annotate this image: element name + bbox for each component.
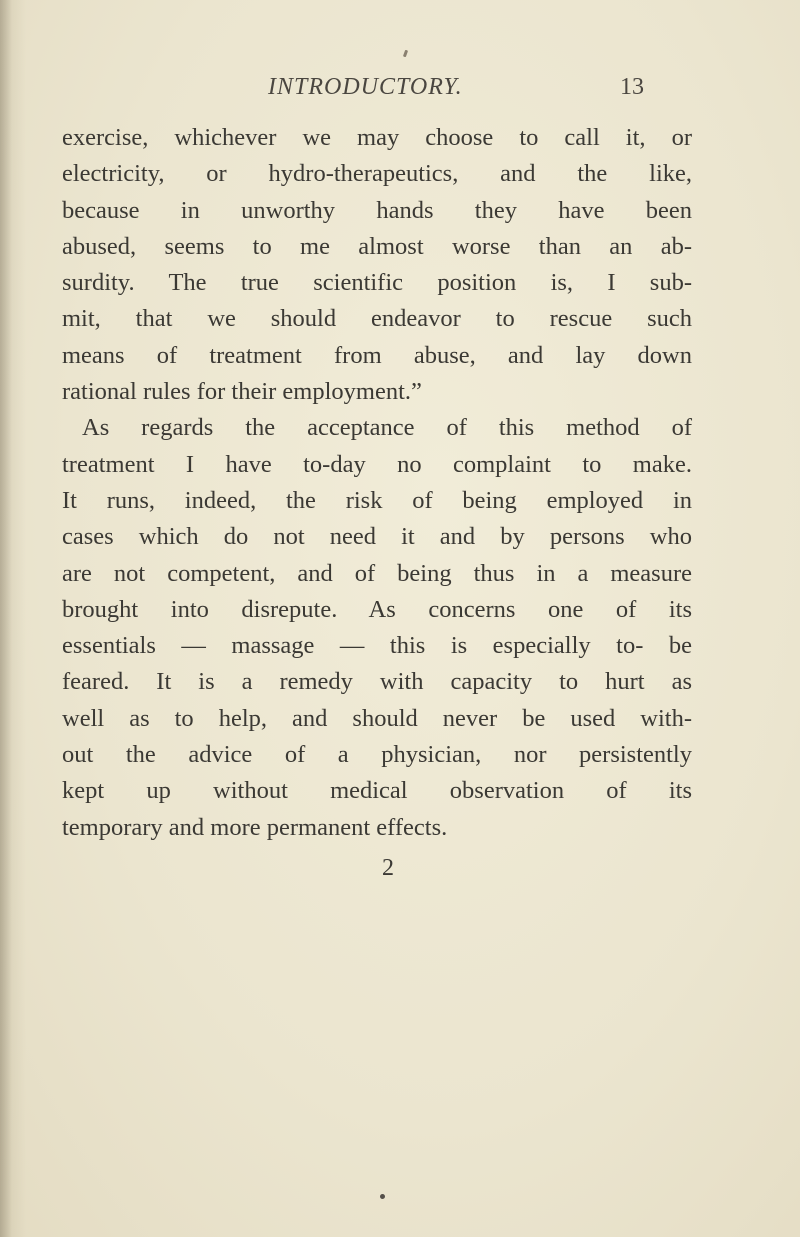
text-line: cases which do not need it and by persons who: [62, 523, 692, 551]
ink-dot: [380, 1194, 385, 1199]
text-line: It runs, indeed, the risk of being employed in: [62, 486, 692, 514]
text-line: kept up without medical observation of its: [62, 777, 692, 805]
text-line: rational rules for their employment.”: [62, 378, 422, 406]
text-line: exercise, whichever we may choose to call it, or: [62, 124, 692, 151]
text-line: means of treatment from abuse, and lay down: [62, 341, 692, 369]
text-line: surdity. The true scientific position is, I sub-: [62, 269, 692, 297]
text-line: treatment I have to-day no complaint to make.: [62, 450, 692, 478]
text-line: abused, seems to me almost worse than an ab-: [62, 232, 692, 260]
text-line: As regards the acceptance of this method of: [82, 414, 692, 442]
text-line: are not competent, and of being thus in a measure: [62, 559, 692, 587]
text-line: mit, that we should endeavor to rescue such: [62, 305, 692, 333]
text-line: out the advice of a physician, nor persistently: [62, 741, 692, 769]
text-line: well as to help, and should never be used with-: [62, 704, 692, 732]
text-line: electricity, or hydro-therapeutics, and the like,: [62, 160, 692, 188]
text-line: because in unworthy hands they have been: [62, 196, 692, 224]
text-line: brought into disrepute. As concerns one of its: [62, 595, 692, 623]
text-line: essentials — massage — this is especially to- be: [62, 632, 692, 660]
signature-mark: 2: [382, 855, 394, 881]
running-head: [0, 74, 800, 108]
page-number: 13: [620, 74, 644, 100]
gutter-shadow: [0, 0, 12, 1237]
running-title: INTRODUCTORY.: [268, 74, 463, 100]
text-line: feared. It is a remedy with capacity to hurt as: [62, 668, 692, 696]
ink-speck: [403, 50, 408, 58]
text-line: temporary and more permanent effects.: [62, 813, 448, 841]
body-text: [62, 120, 692, 846]
